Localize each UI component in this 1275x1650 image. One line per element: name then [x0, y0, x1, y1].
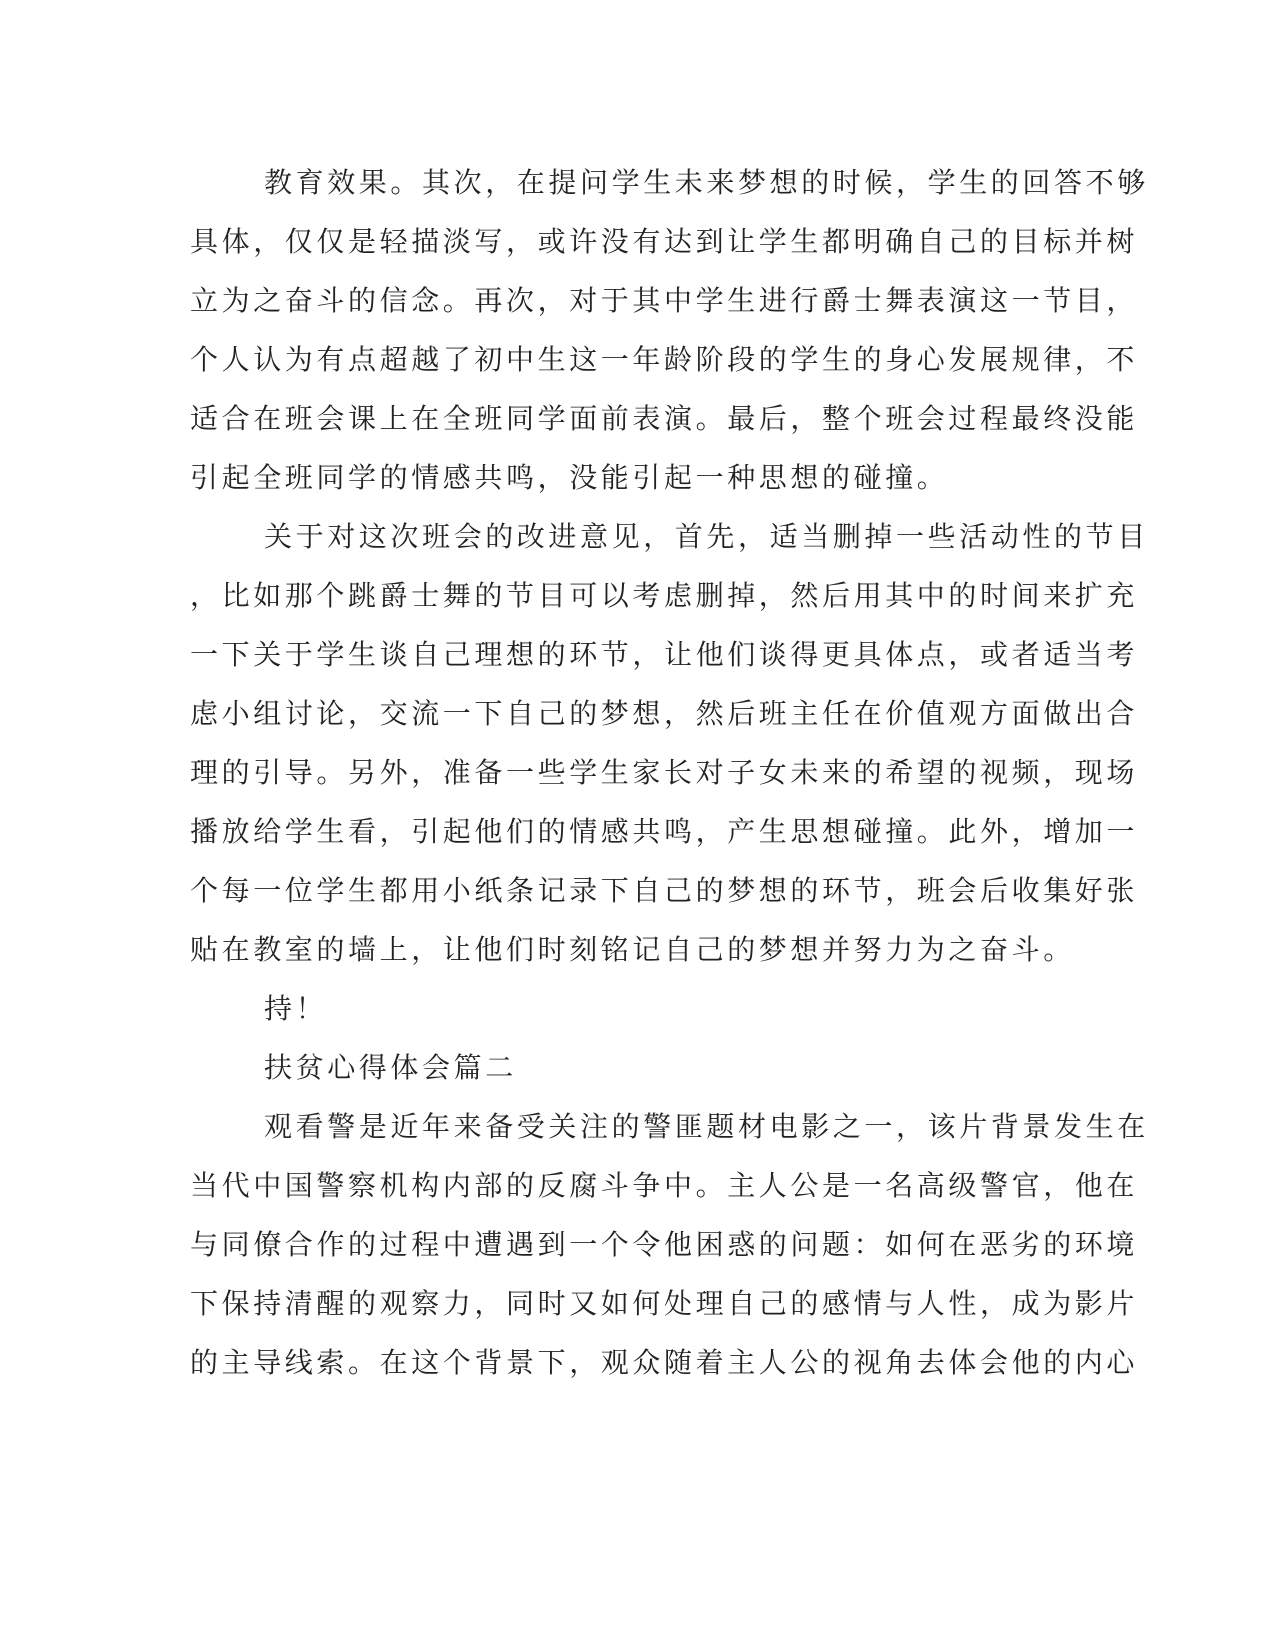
- text-line: 个人认为有点超越了初中生这一年龄阶段的学生的身心发展规律，不: [190, 343, 1139, 376]
- text-line: 个每一位学生都用小纸条记录下自己的梦想的环节，班会后收集好张: [190, 874, 1139, 907]
- text-line: 下保持清醒的观察力，同时又如何处理自己的感情与人性，成为影片: [190, 1287, 1139, 1320]
- text-line: 教育效果。其次，在提问学生未来梦想的时候，学生的回答不够: [264, 166, 1149, 199]
- text-line: 引起全班同学的情感共鸣，没能引起一种思想的碰撞。: [190, 461, 949, 494]
- text-line: 持！: [264, 992, 328, 1025]
- text-line: 立为之奋斗的信念。再次，对于其中学生进行爵士舞表演这一节目，: [190, 284, 1139, 317]
- text-line: 虑小组讨论，交流一下自己的梦想，然后班主任在价值观方面做出合: [190, 697, 1139, 730]
- text-line: 播放给学生看，引起他们的情感共鸣，产生思想碰撞。此外，增加一: [190, 815, 1139, 848]
- text-line: 的主导线索。在这个背景下，观众随着主人公的视角去体会他的内心: [190, 1346, 1139, 1379]
- text-line: 当代中国警察机构内部的反腐斗争中。主人公是一名高级警官，他在: [190, 1169, 1139, 1202]
- text-line: 理的引导。另外，准备一些学生家长对子女未来的希望的视频，现场: [190, 756, 1139, 789]
- section-heading: 扶贫心得体会篇二: [264, 1051, 517, 1084]
- text-line: 一下关于学生谈自己理想的环节，让他们谈得更具体点，或者适当考: [190, 638, 1139, 671]
- text-line: ，比如那个跳爵士舞的节目可以考虑删掉，然后用其中的时间来扩充: [190, 579, 1139, 612]
- text-line: 具体，仅仅是轻描淡写，或许没有达到让学生都明确自己的目标并树: [190, 225, 1139, 258]
- text-line: 与同僚合作的过程中遭遇到一个令他困惑的问题：如何在恶劣的环境: [190, 1228, 1139, 1261]
- text-line: 关于对这次班会的改进意见，首先，适当删掉一些活动性的节目: [264, 520, 1149, 553]
- text-line: 观看警是近年来备受关注的警匪题材电影之一，该片背景发生在: [264, 1110, 1149, 1143]
- text-line: 适合在班会课上在全班同学面前表演。最后，整个班会过程最终没能: [190, 402, 1139, 435]
- text-line: 贴在教室的墙上，让他们时刻铭记自己的梦想并努力为之奋斗。: [190, 933, 1075, 966]
